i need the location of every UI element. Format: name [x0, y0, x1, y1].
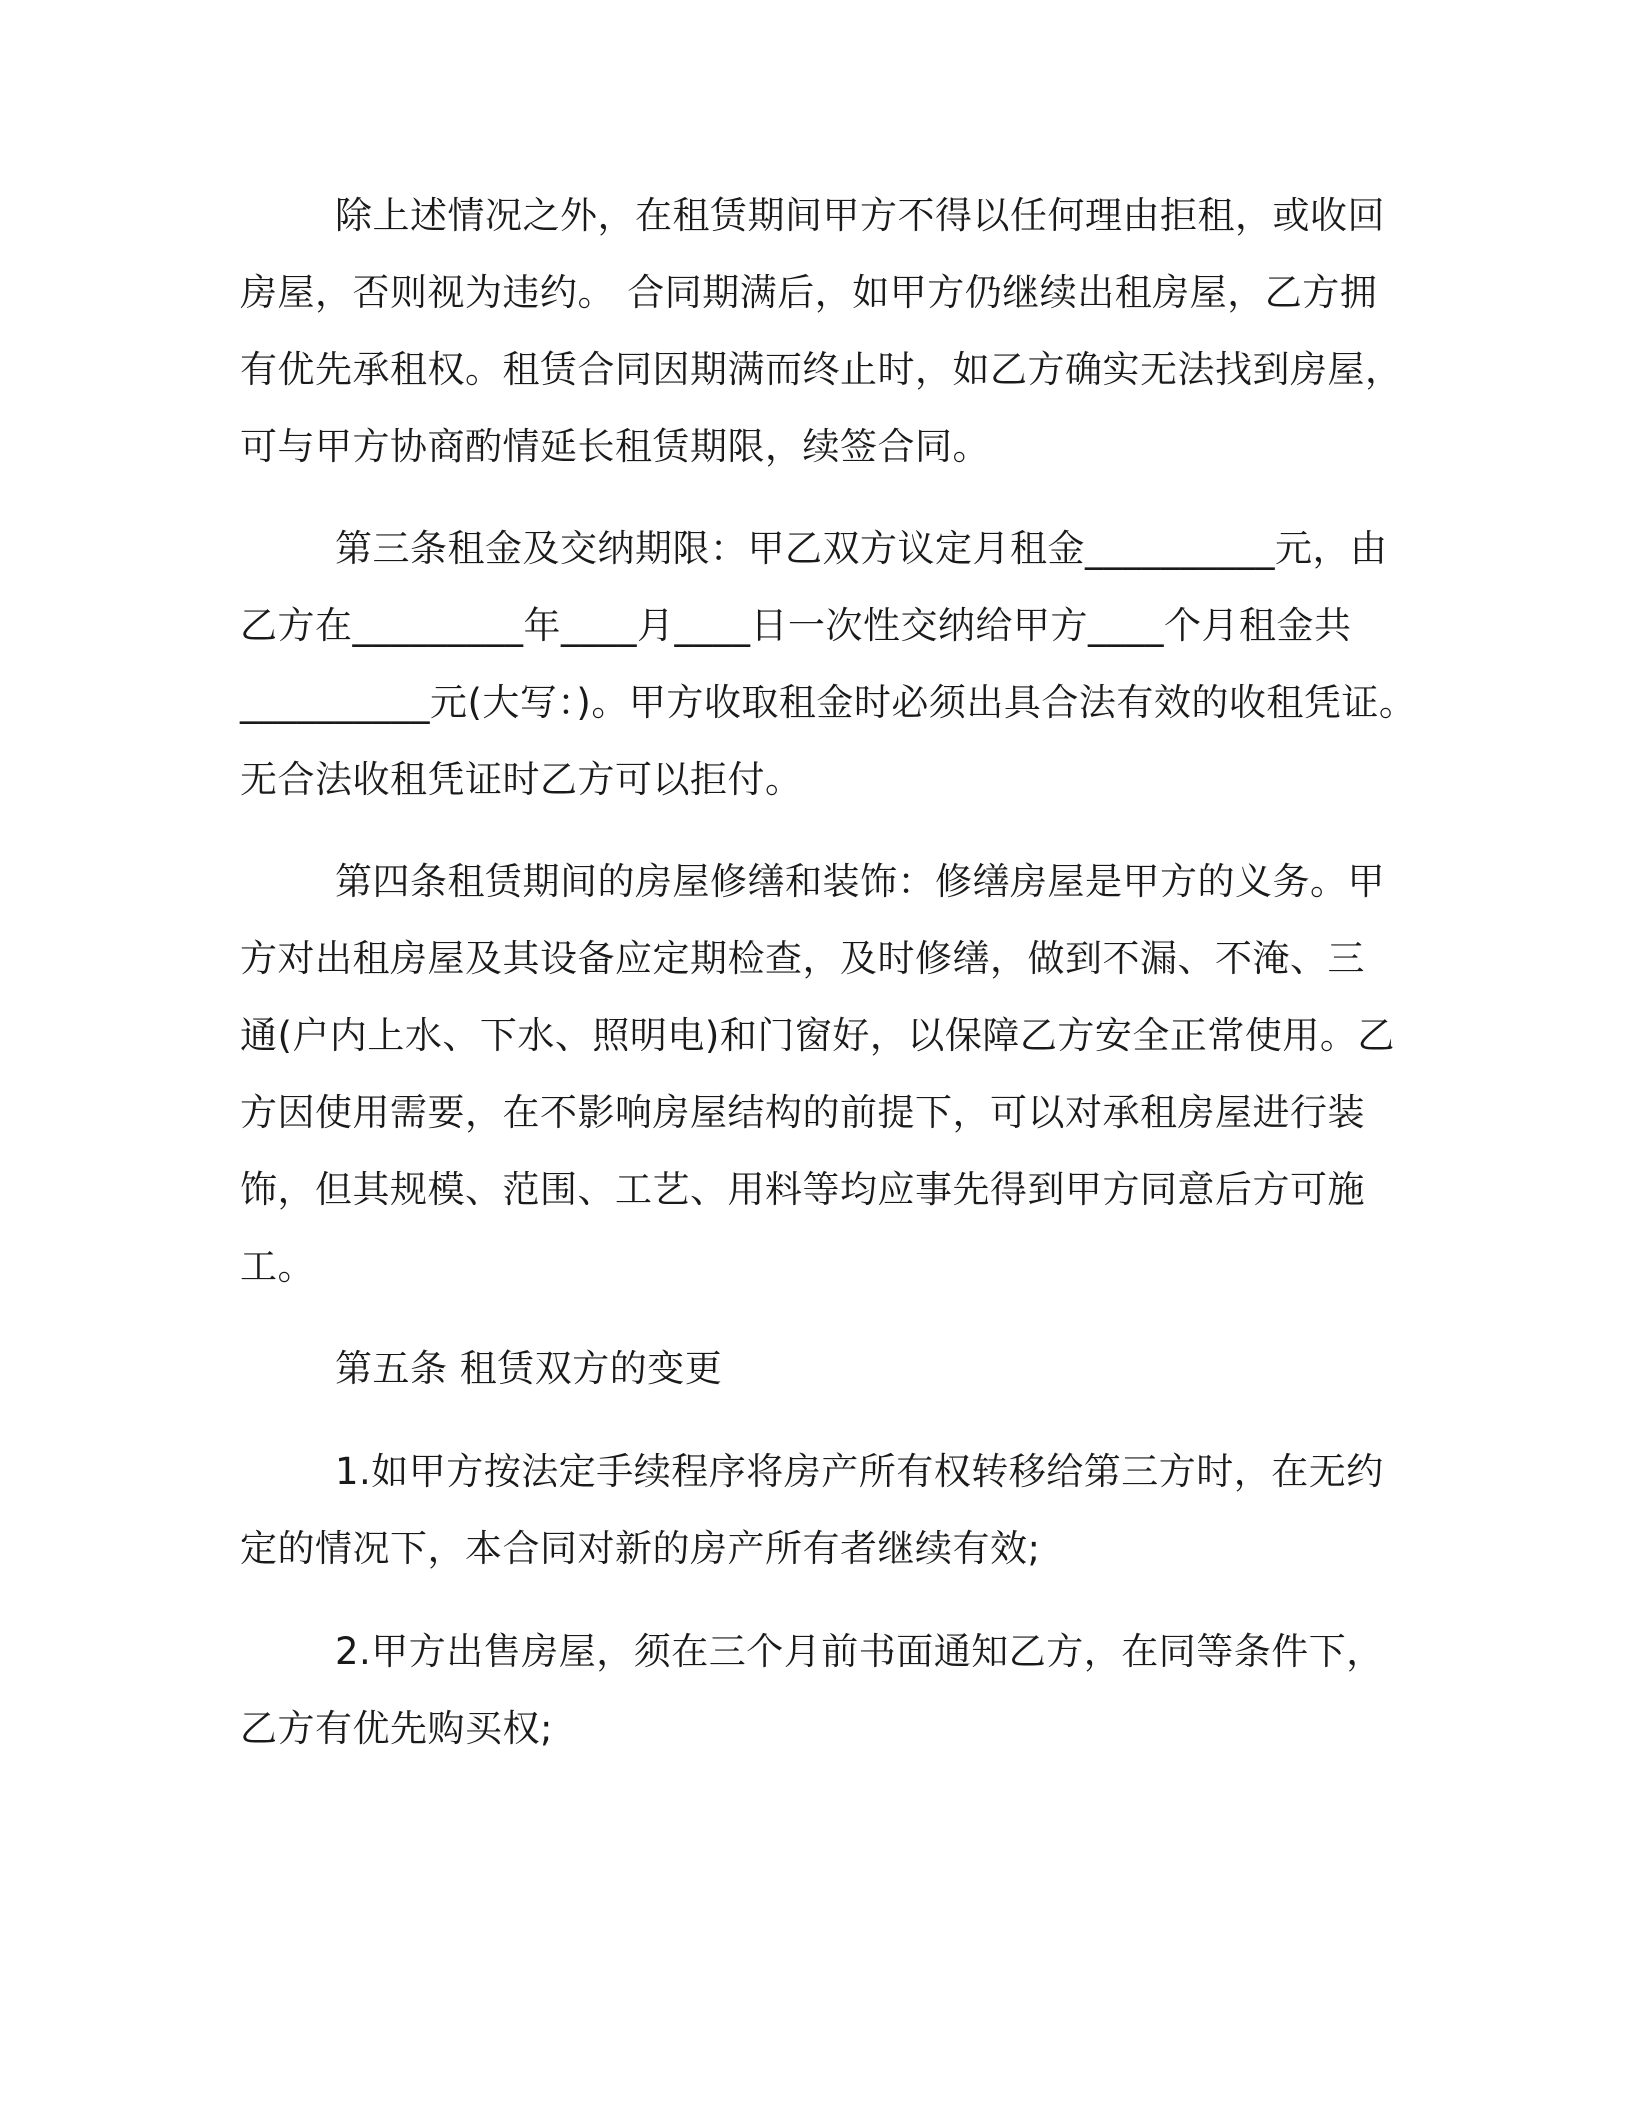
text-line: 乙方有优先购买权;: [240, 1707, 553, 1750]
text-line: 1.如甲方按法定手续程序将房产所有权转移给第三方时，在无约: [335, 1450, 1384, 1493]
section-heading: 第五条 租赁双方的变更: [335, 1347, 723, 1390]
text-line: 无合法收租凭证时乙方可以拒付。: [240, 758, 803, 801]
text-line: 2.甲方出售房屋，须在三个月前书面通知乙方，在同等条件下，: [335, 1630, 1384, 1673]
text-line: 方对出租房屋及其设备应定期检查，及时修缮，做到不漏、不淹、三: [240, 937, 1365, 980]
text-line: 第三条租金及交纳期限：甲乙双方议定月租金__________元，由: [335, 527, 1388, 570]
text-line: 可与甲方协商酌情延长租赁期限，续签合同。: [240, 425, 990, 468]
text-line: 定的情况下，本合同对新的房产所有者继续有效;: [240, 1527, 1041, 1570]
text-line: __________元(大写：)。甲方收取租金时必须出具合法有效的收租凭证。: [240, 681, 1417, 724]
text-line: 饰，但其规模、范围、工艺、用料等均应事先得到甲方同意后方可施: [240, 1168, 1365, 1211]
text-line: 乙方在_________年____月____日一次性交纳给甲方____个月租金共: [240, 604, 1352, 647]
text-line: 工。: [240, 1245, 315, 1288]
text-line: 方因使用需要，在不影响房屋结构的前提下，可以对承租房屋进行装: [240, 1091, 1365, 1134]
text-line: 第四条租赁期间的房屋修缮和装饰：修缮房屋是甲方的义务。甲: [335, 860, 1385, 903]
text-line: 有优先承租权。租赁合同因期满而终止时，如乙方确实无法找到房屋，: [240, 348, 1403, 391]
text-line: 除上述情况之外，在租赁期间甲方不得以任何理由拒租，或收回: [335, 194, 1385, 237]
text-line: 通(户内上水、下水、照明电)和门窗好，以保障乙方安全正常使用。乙: [240, 1014, 1395, 1057]
text-line: 房屋，否则视为违约。 合同期满后，如甲方仍继续出租房屋，乙方拥: [240, 271, 1378, 314]
